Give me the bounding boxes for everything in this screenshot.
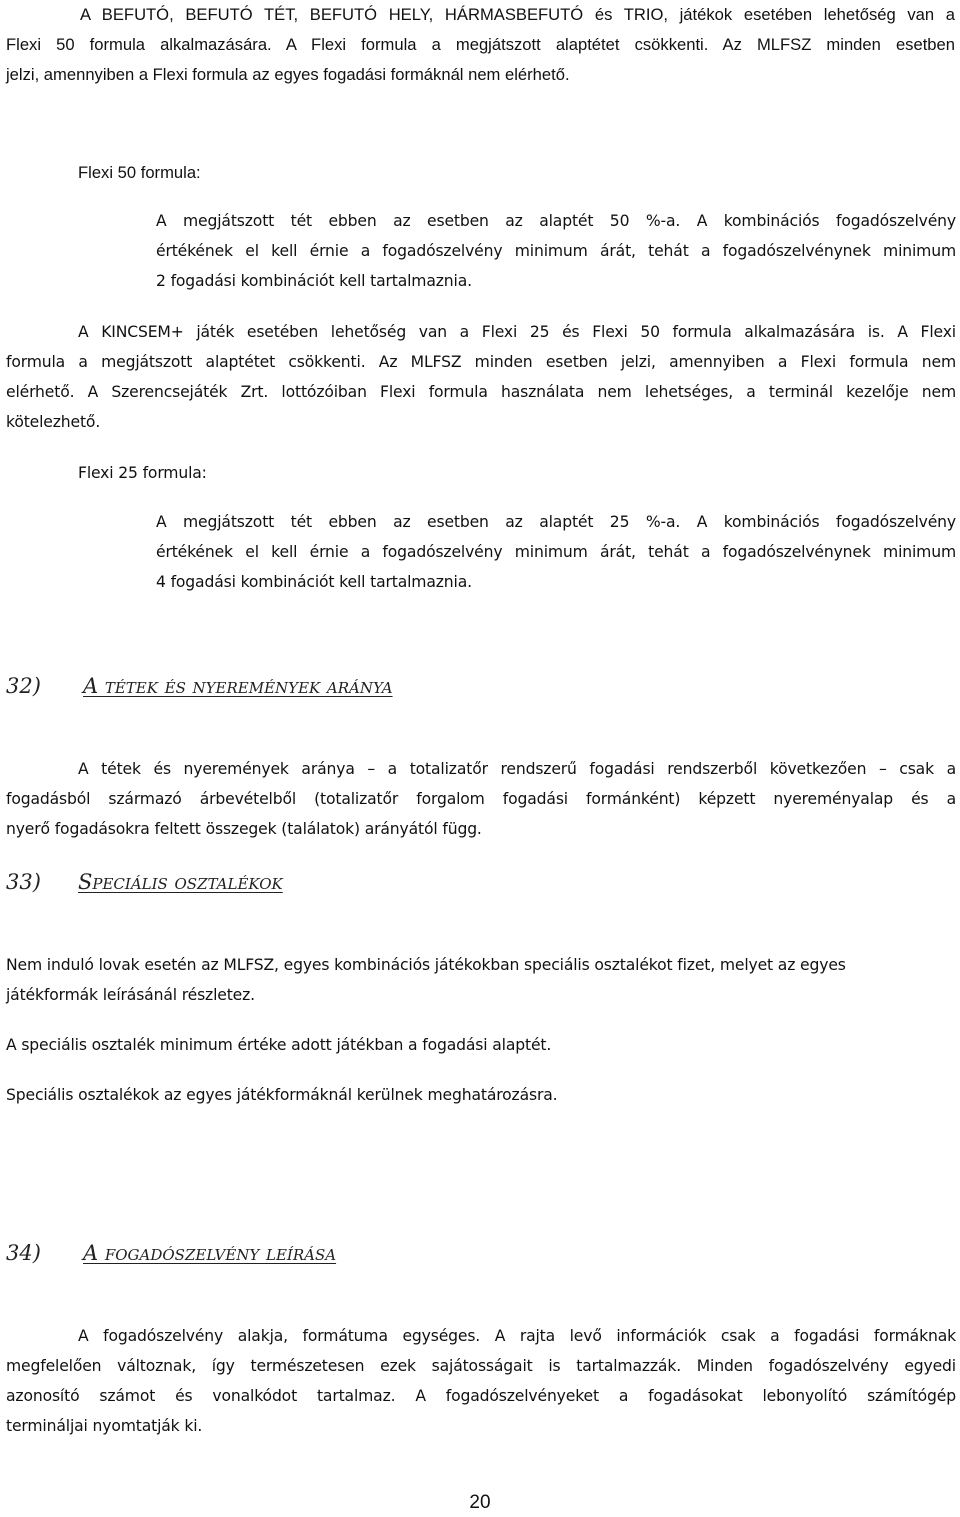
text-line: értékének el kell érnie a fogadószelvény minimum árát, tehát a fogadószelvénynek minimum [156,542,956,561]
text-line: A megjátszott tét ebben az esetben az alaptét 50 %-a. A kombinációs fogadószelvény [156,212,956,230]
section-32-paragraph-first [78,755,956,785]
kincsem-paragraph [6,348,956,437]
text-line: értékének el kell érnie a fogadószelvény minimum árát, tehát a fogadószelvénynek minimum [156,241,956,260]
section-title: Speciális osztalékok [78,870,283,894]
section-32-paragraph [6,785,956,845]
page-number: 20 [469,1492,491,1513]
text-line: 4 fogadási kombinációt kell tartalmaznia. [156,572,472,591]
text-line: azonosító számot és vonalkódot tartalmaz. A fogadószelvényeket a fogadásokat lebonyolító számítógép [6,1386,956,1405]
flexi25-paragraph [156,508,956,597]
section-title: A fogadószelvény leírása [83,1241,337,1265]
text-line: A megjátszott tét ebben az esetben az alaptét 25 %-a. A kombinációs fogadószelvény [156,513,956,531]
text-line: A speciális osztalék minimum értéke adott játékban a fogadási alaptét. [6,1036,552,1054]
section-34-paragraph-first [78,1322,956,1352]
text-line: Speciális osztalékok az egyes játékformáknál kerülnek meghatározásra. [6,1086,558,1104]
intro-paragraph [80,0,955,30]
section-heading-33 [6,870,283,894]
text-line: A tétek és nyeremények aránya – a totalizatőr rendszerű fogadási rendszerből következően – csak a [78,760,956,778]
intro-paragraph-cont [6,30,955,90]
flexi25-label: Flexi 25 formula: [78,464,207,482]
text-line: Nem induló lovak esetén az MLFSZ, egyes kombinációs játékokban speciális osztalékot fizet, melyet az egyes [6,956,846,974]
text-line: Flexi 50 formula alkalmazására. A Flexi formula a megjátszott alaptétet csökkenti. Az MLFSZ minden esetben [6,35,955,54]
section-number: 33) [6,870,41,894]
text-line: játékformák leírásánál részletez. [6,985,255,1004]
kincsem-paragraph-first [78,318,956,348]
text-line: nyerő fogadásokra feltett összegek (találatok) arányától függ. [6,819,482,838]
section-number: 32) [6,674,41,698]
text-line: megfelelően változnak, így természetesen ezek sajátosságait is tartalmazzák. Minden fogadószelvény egyedi [6,1357,956,1375]
text-line: fogadásból származó árbevételből (totalizatőr forgalom fogadási formánként) képzett nyereményalap és a [6,790,956,808]
text-line: 2 fogadási kombinációt kell tartalmaznia. [156,271,472,290]
section-33-paragraph-1 [6,951,956,1011]
text-line: A BEFUTÓ, BEFUTÓ TÉT, BEFUTÓ HELY, HÁRMASBEFUTÓ és TRIO, játékok esetében lehetőség van a [80,5,955,24]
section-number: 34) [6,1241,41,1265]
section-heading-34 [6,1241,337,1265]
flexi50-label: Flexi 50 formula: [78,163,201,182]
section-33-paragraph-2 [6,1031,956,1061]
text-line: formula a megjátszott alaptétet csökkenti. Az MLFSZ minden esetben jelzi, amennyiben a Flexi formula nem [6,353,956,371]
text-line: A fogadószelvény alakja, formátuma egységes. A rajta levő információk csak a fogadási formáknak [78,1327,956,1345]
text-line: A KINCSEM+ játék esetében lehetőség van a Flexi 25 és Flexi 50 formula alkalmazására is. A Flexi [78,323,956,341]
text-line: termináljai nyomtatják ki. [6,1416,203,1435]
text-line: elérhető. A Szerencsejáték Zrt. lottózóiban Flexi formula használata nem lehetséges, a terminál kezelője nem [6,382,956,401]
flexi50-paragraph [156,207,956,296]
section-34-paragraph [6,1352,956,1441]
section-33-paragraph-3 [6,1081,956,1111]
text-line: kötelezhető. [6,412,101,431]
text-line: jelzi, amennyiben a Flexi formula az egyes fogadási formáknál nem elérhető. [6,64,570,84]
section-title: A tétek és nyeremények aránya [83,674,393,698]
section-heading-32 [6,674,393,698]
